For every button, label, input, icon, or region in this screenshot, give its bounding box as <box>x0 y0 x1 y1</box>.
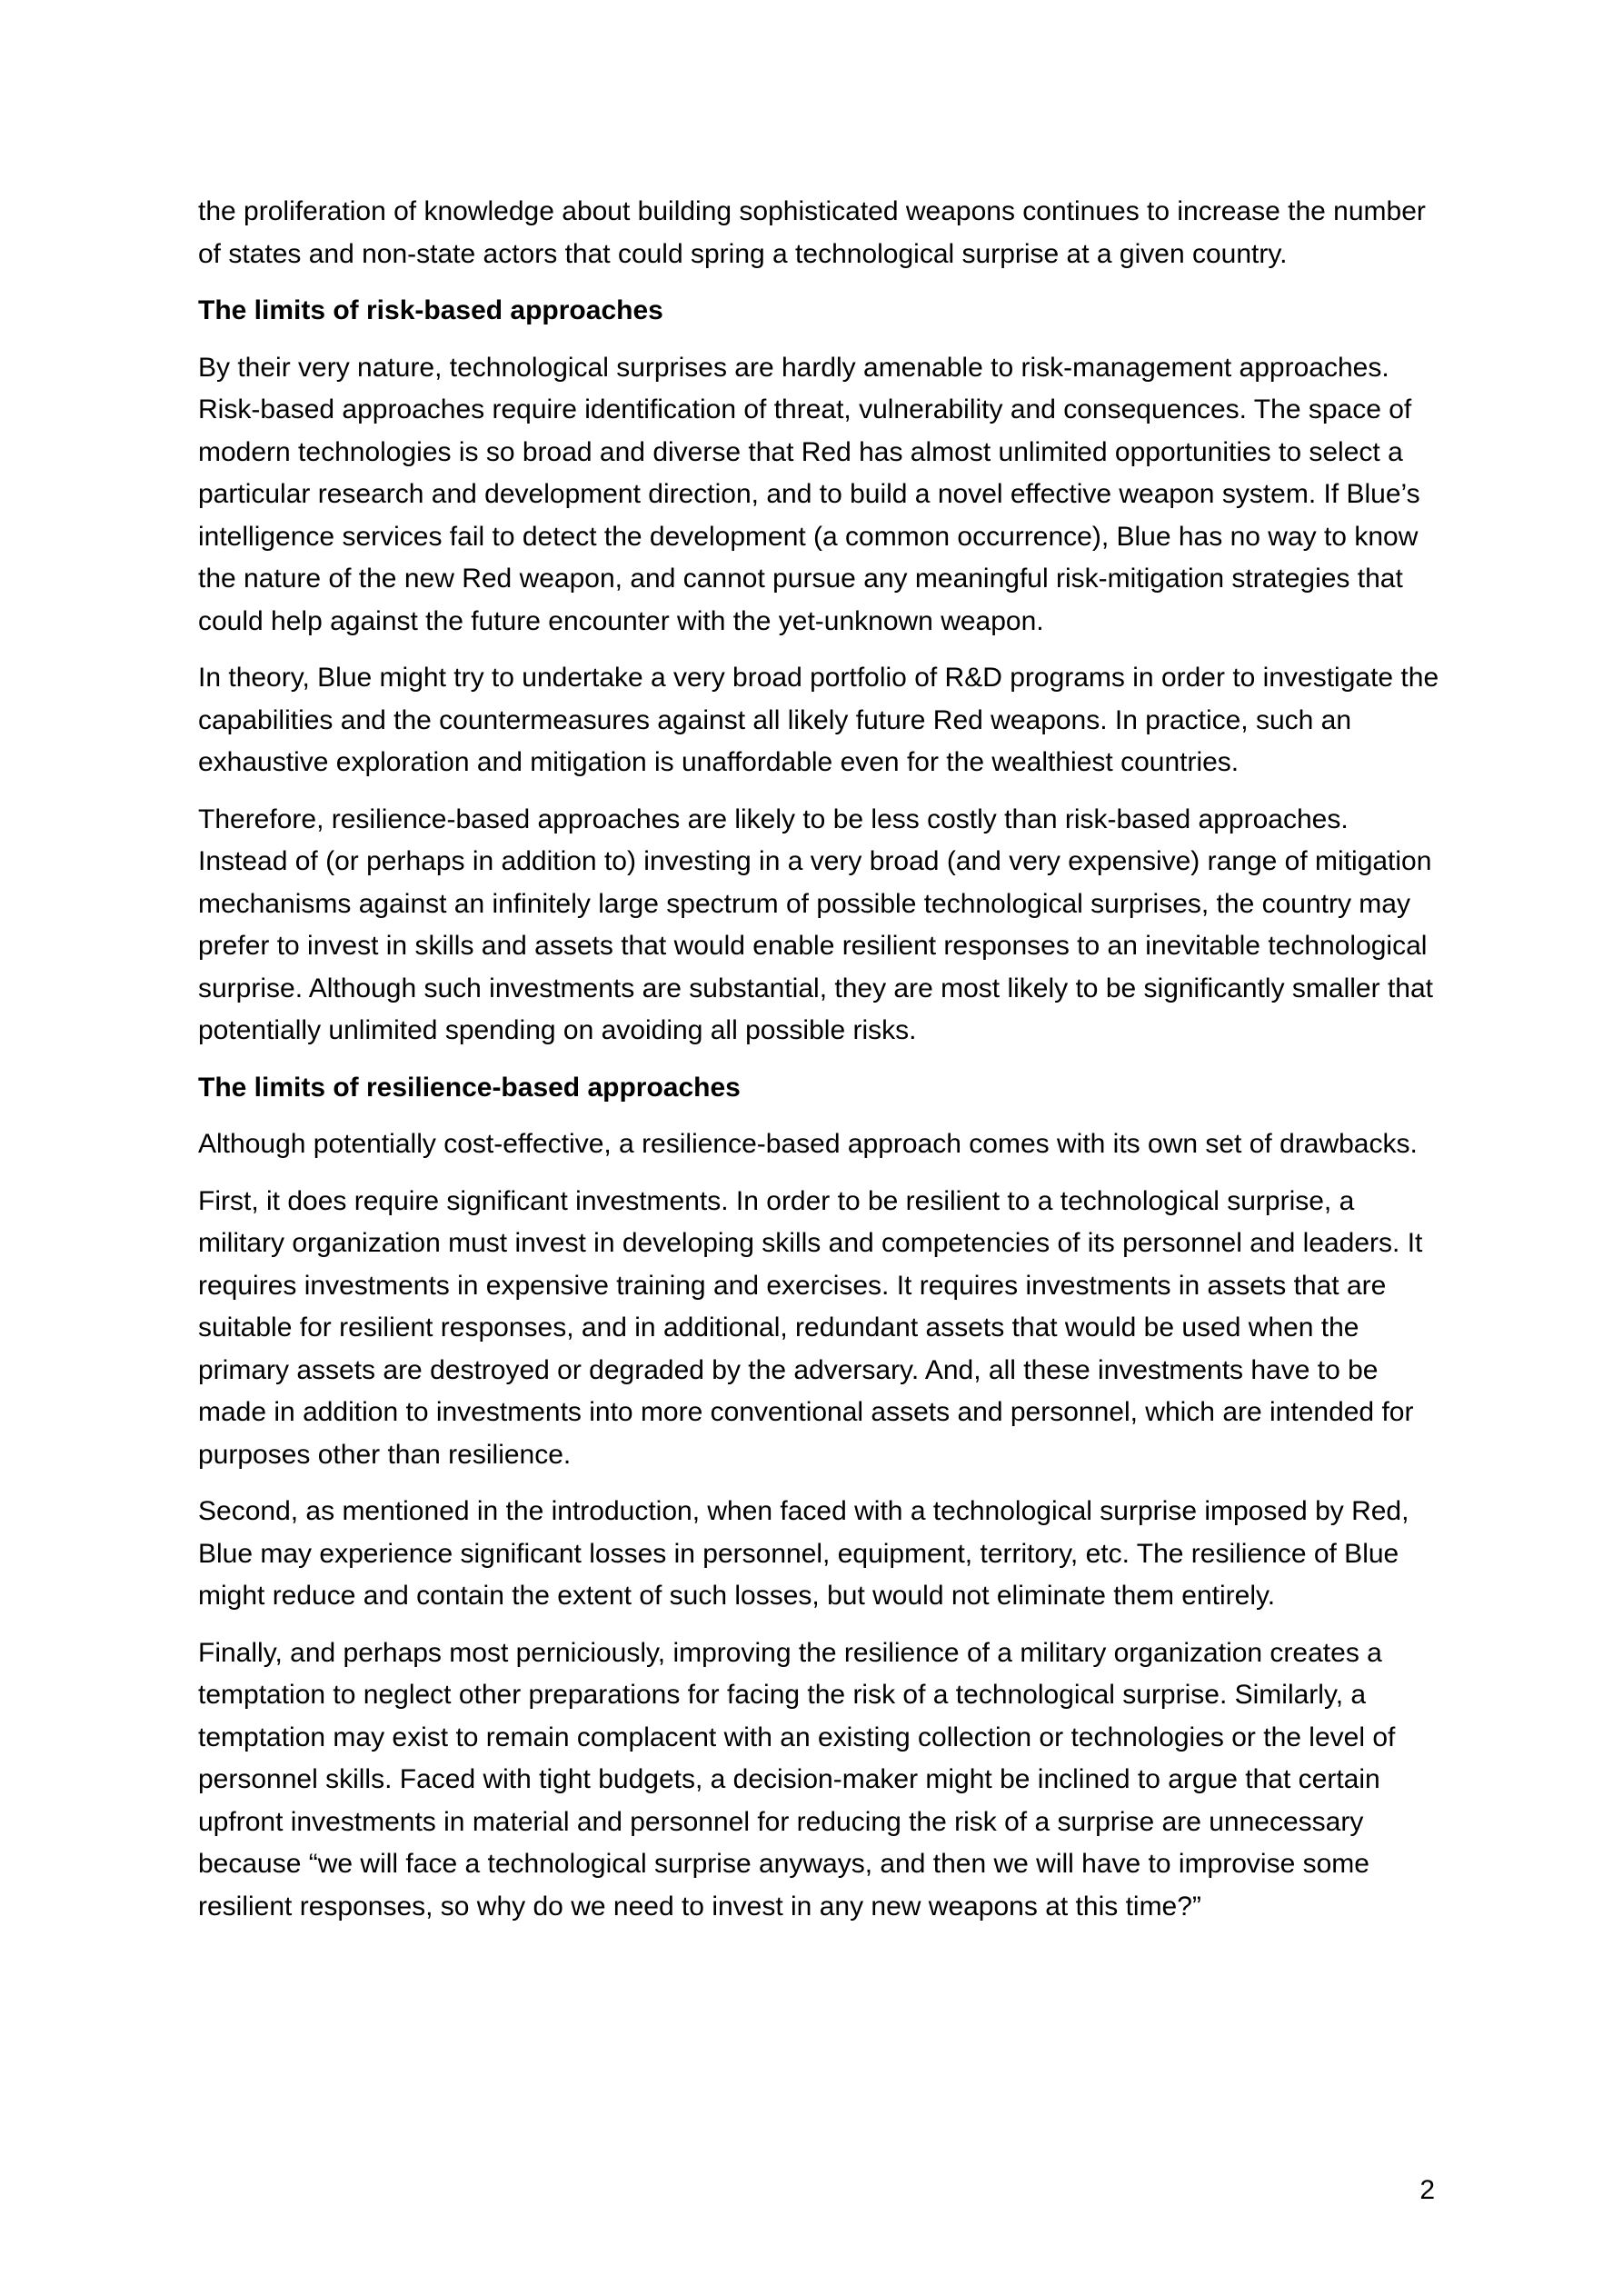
paragraph-continuation: the proliferation of knowledge about building sophisticated weapons continues to increase the number of states and non-state actors that could spring a technological surprise at a given country. <box>198 196 1426 269</box>
paragraph: Finally, and perhaps most perniciously, improving the resilience of a military organization creates a temptation to neglect other preparations for facing the risk of a technological surprise. Similarly, a temptation may exist to remain complacent with an existing collection or technologies or the level of personnel skills. Faced with tight budgets, a decision-maker might be inclined to argue that certain upfront investments in material and personnel for reducing the risk of a surprise are unnecessary because “we will face a technological surprise anyways, and then we will have to improvise some resilient responses, so why do we need to invest in any new weapons at this time?” <box>198 1637 1396 1922</box>
paragraph: Therefore, resilience-based approaches are likely to be less costly than risk-based approaches. Instead of (or perhaps in addition to) investing in a very broad (and very expensive) range of mitigation mechanisms against an infinitely large spectrum of possible technological surprises, the country may prefer to invest in skills and assets that would enable resilient responses to an inevitable technological surprise. Although such investments are substantial, they are most likely to be significantly smaller that potentially unlimited spending on avoiding all possible risks. <box>198 804 1433 1045</box>
paragraph: By their very nature, technological surprises are hardly amenable to risk-management approaches. Risk-based approaches require identification of threat, vulnerability and consequences. The space of modern technologies is so broad and diverse that Red has almost unlimited opportunities to select a particular research and development direction, and to build a novel effective weapon system. If Blue’s intelligence services fail to detect the development (a common occurrence), Blue has no way to know the nature of the new Red weapon, and cannot pursue any meaningful risk-mitigation strategies that could help against the future encounter with the yet-unknown weapon. <box>198 352 1420 636</box>
section-heading-resilience-based: The limits of resilience-based approaches <box>198 1072 741 1103</box>
paragraph: First, it does require significant investments. In order to be resilient to a technological surprise, a military organization must invest in developing skills and competencies of its personnel and leaders. It requires investments in expensive training and exercises. It requires investments in assets that are suitable for resilient responses, and in additional, redundant assets that would be used when the primary assets are destroyed or degraded by the adversary. And, all these investments have to be made in addition to investments into more conventional assets and personnel, which are intended for purposes other than resilience. <box>198 1185 1423 1470</box>
paragraph: In theory, Blue might try to undertake a very broad portfolio of R&D programs in order to investigate the capabilities and the countermeasures against all likely future Red weapons. In practice, such an exhaustive exploration and mitigation is unaffordable even for the wealthiest countries. <box>198 663 1439 777</box>
page-body <box>198 191 1443 1942</box>
paragraph: Although potentially cost-effective, a resilience-based approach comes with its own set of drawbacks. <box>198 1129 1418 1159</box>
section-heading-risk-based: The limits of risk-based approaches <box>198 295 663 325</box>
page-number: 2 <box>1419 2175 1435 2205</box>
paragraph: Second, as mentioned in the introduction, when faced with a technological surprise imposed by Red, Blue may experience significant losses in personnel, equipment, territory, etc. The resilience of Blue might reduce and contain the extent of such losses, but would not eliminate them entirely. <box>198 1496 1409 1611</box>
